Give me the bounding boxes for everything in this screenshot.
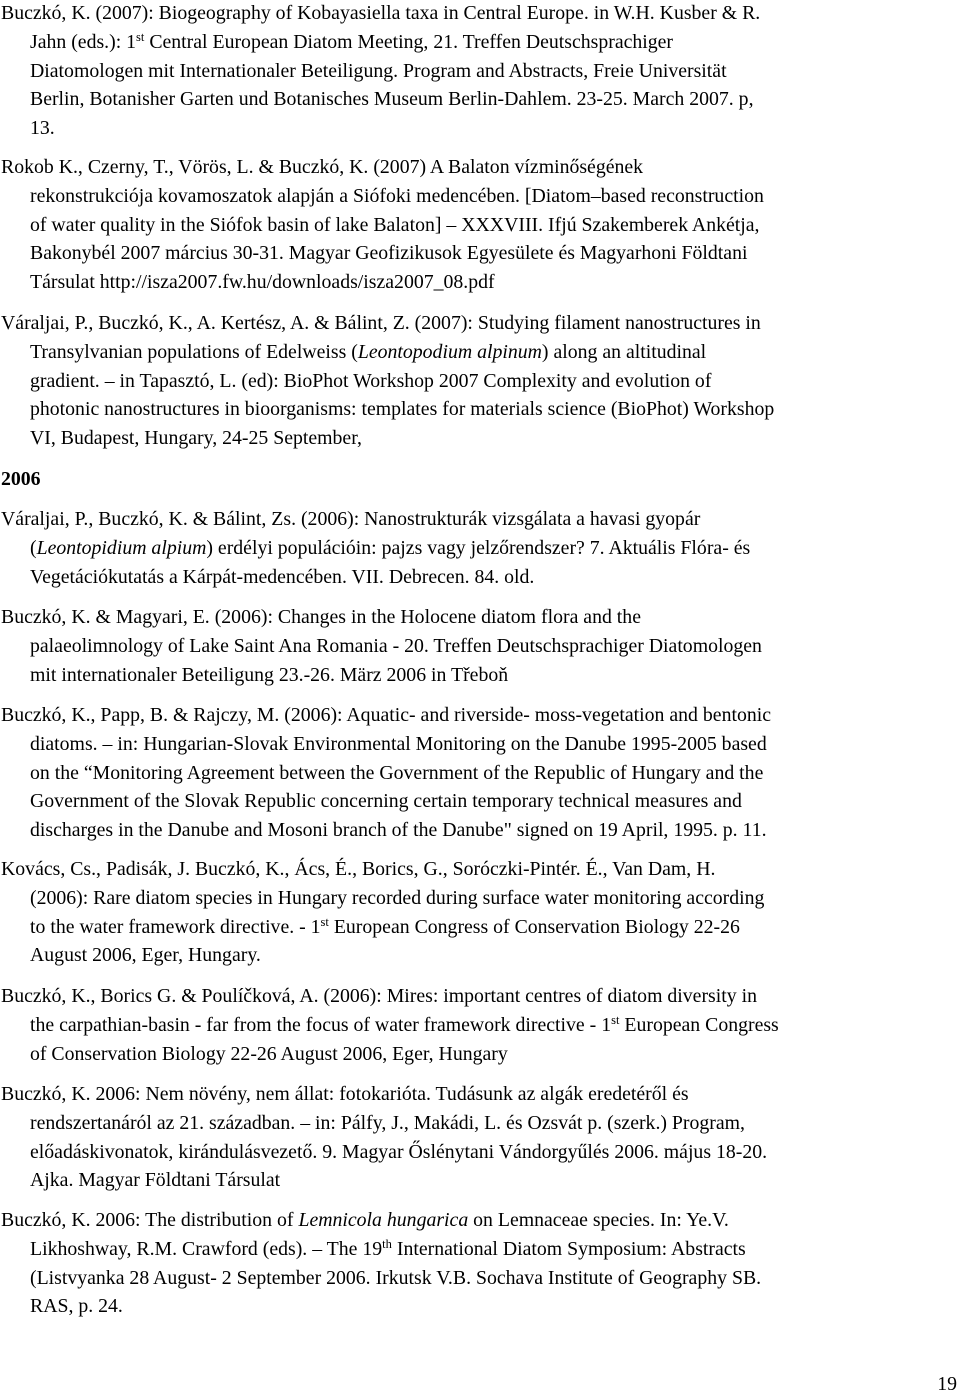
ordinal-superscript: st xyxy=(611,1012,620,1027)
reference-line xyxy=(0,1138,957,1167)
species-name: Leontopodium alpinum xyxy=(357,340,542,363)
reference-line xyxy=(0,395,957,424)
reference-line xyxy=(0,424,957,453)
reference-line xyxy=(0,0,957,28)
reference-line xyxy=(0,367,957,396)
reference-text: Transylvanian populations of Edelweiss ( xyxy=(30,340,358,363)
reference-line xyxy=(0,1011,957,1040)
reference-text: International Diatom Symposium: Abstracts xyxy=(391,1237,746,1260)
reference-line xyxy=(0,855,957,884)
reference-line xyxy=(0,941,957,970)
reference-text: of Conservation Biology 22-26 August 2006, Eger, Hungary xyxy=(30,1042,508,1065)
reference-text: Buczkó, K., Borics G. & Poulíčková, A. (2006): Mires: important centres of diatom diversity in xyxy=(1,985,757,1007)
reference-text: előadáskivonatok, kirándulásvezető. 9. Magyar Őslénytani Vándorgyűlés 2006. május 18-20. xyxy=(30,1140,768,1163)
reference-text: on the “Monitoring Agreement between the Government of the Republic of Hungary and the xyxy=(30,761,764,784)
reference-text: Berlin, Botanisher Garten und Botanisches Museum Berlin-Dahlem. 23-25. March 2007. p, xyxy=(30,88,754,111)
reference-line xyxy=(0,338,957,367)
reference-text: Jahn (eds.): 1 xyxy=(30,30,137,53)
reference-text: Buczkó, K., Papp, B. & Rajczy, M. (2006): Aquatic- and riverside- moss-vegetation and bentonic xyxy=(1,704,772,726)
reference-text: on Lemnaceae species. In: Ye.V. xyxy=(468,1209,729,1231)
reference-line xyxy=(0,1080,957,1109)
reference-text: Buczkó, K. 2006: The distribution of xyxy=(1,1209,299,1231)
reference-line xyxy=(0,239,957,268)
reference-entry xyxy=(0,855,957,970)
reference-entry xyxy=(0,1206,957,1321)
species-name: Lemnicola hungarica xyxy=(298,1209,469,1231)
reference-text: VI, Budapest, Hungary, 24-25 September, xyxy=(30,427,362,450)
reference-text: palaeolimnology of Lake Saint Ana Romania - 20. Treffen Deutschsprachiger Diatomologen xyxy=(30,634,762,657)
year-heading: 2006 xyxy=(1,468,41,490)
ordinal-superscript: th xyxy=(382,1236,392,1251)
reference-text: 13. xyxy=(30,117,55,140)
reference-entry xyxy=(0,982,957,1068)
reference-entry xyxy=(0,603,957,689)
reference-text: of water quality in the Siófok basin of lake Balaton] – XXXVIII. Ifjú Szakemberek Ankétja, xyxy=(30,213,760,236)
reference-text: Társulat http://isza2007.fw.hu/downloads/isza2007_08.pdf xyxy=(30,271,495,294)
reference-text: rekonstrukciója kovamoszatok alapján a Siófoki medencében. [Diatom–based reconstruction xyxy=(30,184,764,207)
reference-line xyxy=(0,309,957,338)
reference-line xyxy=(0,759,957,788)
reference-line xyxy=(0,913,957,942)
reference-text: Vegetációkutatás a Kárpát-medencében. VII. Debrecen. 84. old. xyxy=(30,565,535,588)
reference-line xyxy=(0,1109,957,1138)
reference-entry xyxy=(0,505,957,591)
reference-text: (2006): Rare diatom species in Hungary recorded during surface water monitoring according xyxy=(30,886,765,909)
reference-text: Bakonybél 2007 március 30-31. Magyar Geofizikusok Egyesülete és Magyarhoni Földtani xyxy=(30,242,748,265)
reference-text: Buczkó, K. (2007): Biogeography of Kobayasiella taxa in Central Europe. in W.H. Kusber & R. xyxy=(1,2,761,24)
reference-text: European Congress of Conservation Biology 22-26 xyxy=(328,915,740,938)
species-name: Leontopidium alpium xyxy=(36,536,207,559)
reference-text: RAS, p. 24. xyxy=(30,1295,123,1318)
reference-entry xyxy=(0,1080,957,1195)
reference-text: Buczkó, K. 2006: Nem növény, nem állat: fotokarióta. Tudásunk az algák eredetéről és xyxy=(1,1083,689,1105)
reference-text: ) erdélyi populációin: pajzs vagy jelzőrendszer? 7. Aktuális Flóra- és xyxy=(206,536,751,559)
reference-text: Diatomologen mit Internationaler Beteiligung. Program and Abstracts, Freie Universität xyxy=(30,59,727,82)
reference-text: mit internationaler Beteiligung 23.-26. März 2006 in Třeboň xyxy=(30,663,509,686)
reference-line xyxy=(0,1292,957,1321)
reference-line xyxy=(0,505,957,534)
reference-text: to the water framework directive. - 1 xyxy=(30,915,321,938)
reference-text: photonic nanostructures in bioorganisms: templates for materials science (BioPhot) Workshop xyxy=(30,398,775,421)
reference-text: (Listvyanka 28 August- 2 September 2006. Irkutsk V.B. Sochava Institute of Geography SB. xyxy=(30,1266,762,1289)
reference-line xyxy=(0,57,957,86)
reference-line xyxy=(0,884,957,913)
reference-entry xyxy=(0,0,957,143)
reference-line xyxy=(0,603,957,632)
reference-line xyxy=(0,632,957,661)
reference-line xyxy=(0,563,957,592)
reference-line xyxy=(0,1040,957,1069)
reference-line xyxy=(0,1235,957,1264)
reference-line xyxy=(0,1166,957,1195)
reference-text: rendszertanáról az 21. században. – in: Pálfy, J., Makádi, L. és Ozsvát p. (szerk.) Program, xyxy=(30,1111,745,1134)
reference-entry xyxy=(0,309,957,453)
reference-text: gradient. – in Tapasztó, L. (ed): BioPhot Workshop 2007 Complexity and evolution of xyxy=(30,369,712,392)
reference-text: Central European Diatom Meeting, 21. Treffen Deutschsprachiger xyxy=(144,30,674,53)
reference-entry xyxy=(0,701,957,845)
reference-line xyxy=(0,816,957,845)
reference-text: Buczkó, K. & Magyari, E. (2006): Changes in the Holocene diatom flora and the xyxy=(1,606,641,628)
reference-line xyxy=(0,114,957,143)
reference-line xyxy=(0,1264,957,1293)
reference-text: discharges in the Danube and Mosoni branch of the Danube" signed on 19 April, 1995. p. 11. xyxy=(30,819,767,842)
reference-line xyxy=(0,182,957,211)
reference-text: Kovács, Cs., Padisák, J. Buczkó, K., Ács, É., Borics, G., Soróczki-Pintér. É., Van Dam, H. xyxy=(1,858,716,880)
reference-text: Rokob K., Czerny, T., Vörös, L. & Buczkó, K. (2007) A Balaton vízminőségének xyxy=(1,156,644,178)
reference-text: Váraljai, P., Buczkó, K. & Bálint, Zs. (2006): Nanostrukturák vizsgálata a havasi gyopár xyxy=(1,508,701,530)
reference-line xyxy=(0,153,957,182)
reference-text: Váraljai, P., Buczkó, K., A. Kertész, A. & Bálint, Z. (2007): Studying filament nanostructures in xyxy=(1,312,761,334)
reference-text: Likhoshway, R.M. Crawford (eds). – The 19 xyxy=(30,1237,383,1260)
reference-line xyxy=(0,730,957,759)
reference-line xyxy=(0,28,957,57)
reference-entry xyxy=(0,153,957,297)
reference-text: August 2006, Eger, Hungary. xyxy=(30,944,261,967)
reference-line xyxy=(0,211,957,240)
reference-text: ( xyxy=(30,536,37,559)
reference-text: diatoms. – in: Hungarian-Slovak Environmental Monitoring on the Danube 1995-2005 based xyxy=(30,732,767,755)
reference-text: Government of the Slovak Republic concerning certain temporary technical measures and xyxy=(30,790,742,813)
reference-text: European Congress xyxy=(619,1013,779,1036)
reference-line xyxy=(0,982,957,1011)
reference-line xyxy=(0,701,957,730)
ordinal-superscript: st xyxy=(136,29,145,44)
page-number: 19 xyxy=(937,1373,957,1395)
reference-line xyxy=(0,787,957,816)
reference-text: ) along an altitudinal xyxy=(541,340,707,363)
reference-text: the carpathian-basin - far from the focus of water framework directive - 1 xyxy=(30,1013,612,1036)
reference-text: Ajka. Magyar Földtani Társulat xyxy=(30,1169,281,1192)
ordinal-superscript: st xyxy=(320,914,329,929)
reference-line xyxy=(0,85,957,114)
reference-line xyxy=(0,534,957,563)
reference-line xyxy=(0,1206,957,1235)
reference-line xyxy=(0,268,957,297)
reference-line xyxy=(0,661,957,690)
